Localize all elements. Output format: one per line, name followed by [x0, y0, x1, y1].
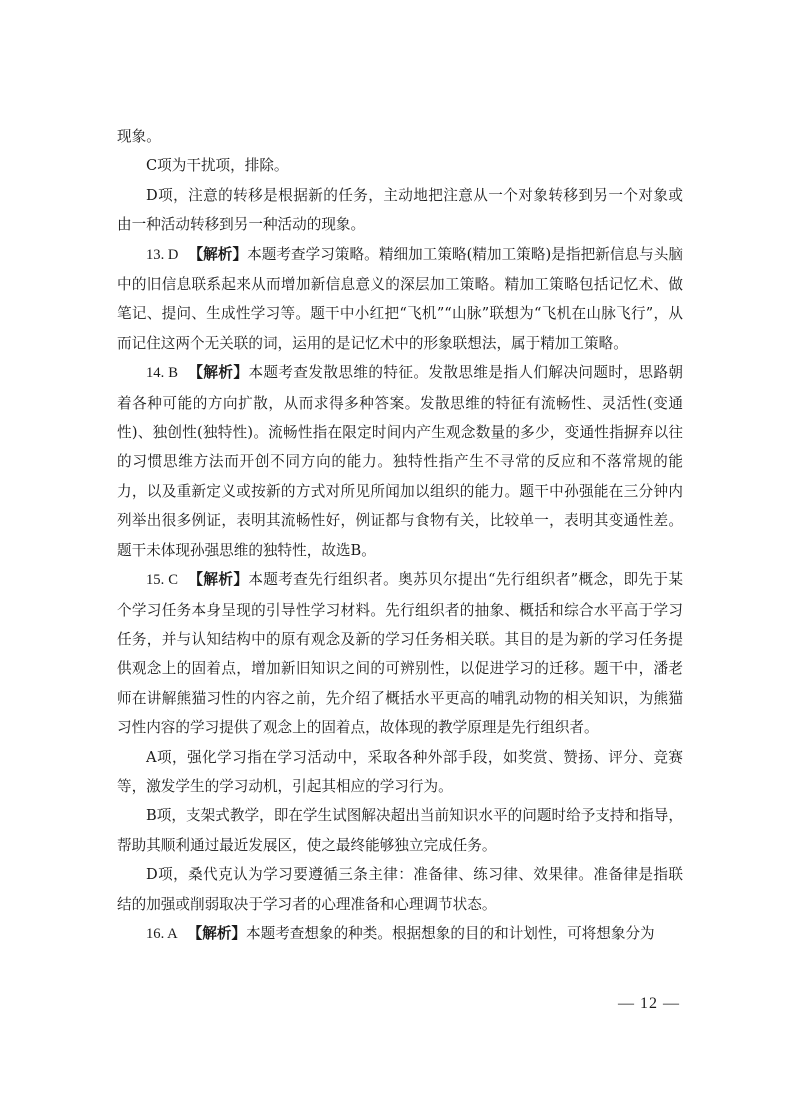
page-number: — 12 —	[618, 995, 680, 1012]
answer-15-option-b: B项，支架式教学，即在学生试图解决超出当前知识水平的问题时给予支持和指导，帮助其顺利通过最近发展区，使之最终能够独立完成任务。	[117, 807, 683, 854]
answer-16-text: 本题考查想象的种类。根据想象的目的和计划性，可将想象分为	[246, 924, 655, 942]
answer-16-number: 16. A	[146, 925, 178, 942]
answer-14-text: 本题考查发散思维的特征。发散思维是指人们解决问题时，思路朝着各种可能的方向扩散，从而求得多种答案。发散思维的特征有流畅性、灵活性(变通性)、独创性(独特性)。流畅性指在限定时间内产生观念数量的多少，变通性指摒弃以往的习惯思维方法而开创不同方向的能力。独特性指产生不寻常的反应和不落常规的能力，以及重新定义或按新的方式对所见所闻加以组织的能力。题干中孙强能在三分钟内列举出很多例证，表明其流畅性好，例证都与食物有关，比较单一，表明其变通性差。题干未体现孙强思维的独特性，故选B。	[117, 364, 683, 559]
document-body	[117, 122, 683, 949]
answer-15	[117, 565, 683, 742]
answer-15-number: 15. C	[146, 572, 179, 589]
paragraph-option-c: C项为干扰项，排除。	[146, 157, 289, 175]
answer-13	[117, 240, 683, 359]
answer-13-tag: 【解析】	[188, 245, 248, 263]
answer-15-option-d: D项，桑代克认为学习要遵循三条主律：准备律、练习律、效果律。准备律是指联结的加强或削弱取决于学习者的心理准备和心理调节状态。	[117, 866, 683, 913]
paragraph-option-d: D项，注意的转移是根据新的任务，主动地把注意从一个对象转移到另一个对象或由一种活动转移到另一种活动的现象。	[117, 186, 683, 234]
answer-13-number: 13. D	[146, 246, 179, 263]
answer-15-text: 本题考查先行组织者。奥苏贝尔提出“先行组织者”概念，即先于某个学习任务本身呈现的引导性学习材料。先行组织者的抽象、概括和综合水平高于学习任务，并与认知结构中的原有观念及新的学习任务相关联。其目的是为新的学习任务提供观念上的固着点，增加新旧知识之间的可辨别性，以促进学习的迁移。题干中，潘老师在讲解熊猫习性的内容之前，先介绍了概括水平更高的哺乳动物的相关知识，为熊猫习性内容的学习提供了观念上的固着点，故体现的教学原理是先行组织者。	[117, 571, 683, 737]
answer-16-tag: 【解析】	[187, 924, 247, 942]
answer-15-tag: 【解析】	[188, 571, 249, 589]
paragraph-continuation: 现象。	[117, 128, 161, 145]
answer-14	[117, 358, 683, 565]
answer-13-text: 本题考查学习策略。精细加工策略(精加工策略)是指把新信息与头脑中的旧信息联系起来从而增加新信息意义的深层加工策略。精加工策略包括记忆术、做笔记、提问、生成性学习等。题干中小红把“飞机”“山脉”联想为“飞机在山脉飞行”，从而记住这两个无关联的词，运用的是记忆术中的形象联想法，属于精加工策略。	[117, 245, 683, 352]
answer-14-tag: 【解析】	[188, 364, 249, 382]
answer-14-number: 14. B	[146, 365, 179, 382]
answer-15-option-a: A项，强化学习指在学习活动中，采取各种外部手段，如奖赏、赞扬、评分、竞赛等，激发学生的学习动机，引起其相应的学习行为。	[117, 748, 683, 795]
answer-16	[117, 919, 683, 949]
